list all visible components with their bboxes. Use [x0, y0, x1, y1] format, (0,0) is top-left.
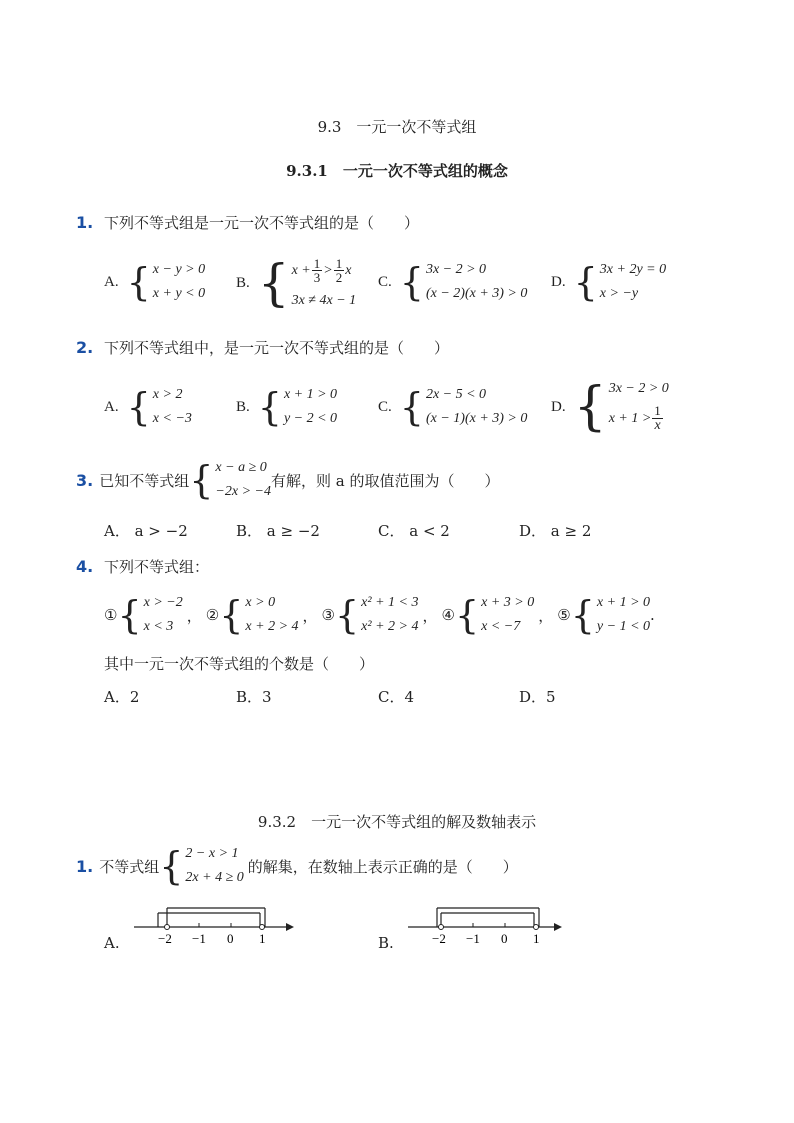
inequality: 2x − 5 < 0	[425, 387, 487, 402]
separator: ，	[538, 606, 554, 625]
separator: ，	[422, 606, 438, 625]
question-text: 下列不等式组：	[104, 558, 210, 576]
question-number: 4.	[76, 557, 94, 576]
question-2	[76, 337, 449, 358]
circled-number: ⑤	[557, 606, 571, 624]
question-4	[76, 556, 209, 577]
question-5: 1. 不等式组 { 2 − x > 1 2x + 4 ≥ 0 的解集，在数轴上表示正确的是（ ）	[76, 844, 518, 888]
question-1	[76, 212, 419, 233]
inequality: x < −3	[152, 411, 192, 426]
section-title: 9.3 一元一次不等式组	[317, 118, 477, 136]
option-label: A.	[104, 273, 119, 290]
inequality: y − 2 < 0	[283, 411, 338, 426]
question-number: 1.	[76, 213, 94, 232]
inequality: x − y > 0	[152, 262, 206, 277]
inequality: x − a ≥ 0	[215, 460, 267, 475]
inequality: 3x − 2 > 0	[425, 262, 487, 277]
number-line-b	[402, 900, 572, 954]
option-a: A. { x > 2 x < −3	[104, 385, 192, 429]
separator: ，	[186, 606, 202, 625]
inequality: x + 1 > 0	[283, 387, 338, 402]
period: .	[650, 606, 655, 624]
option-b	[378, 934, 394, 952]
option-d: D．5	[519, 688, 556, 706]
question-text: 有解，则 a 的取值范围为（ ）	[270, 471, 500, 490]
option-label: C.	[378, 398, 392, 415]
option-d: D. { 3x + 2y = 0 x > −y	[551, 260, 667, 304]
endpoint-open	[534, 925, 539, 930]
option-label: B.	[378, 934, 394, 952]
option-c: C． a < 2	[378, 522, 450, 540]
inequality: x + 1 > 0	[596, 595, 651, 610]
subsection-title: 9.3.2 一元一次不等式组的解及数轴表示	[257, 813, 537, 831]
inequality: 3x + 2y = 0	[599, 262, 667, 277]
inequality: x + 1 > $\frac{1}{x}$	[608, 403, 661, 434]
option-label: B.	[236, 398, 250, 415]
arrow-icon	[286, 923, 294, 931]
inequality: 2x + 4 ≥ 0	[185, 870, 244, 885]
inequality: x > 2	[152, 387, 183, 402]
separator: ，	[302, 606, 318, 625]
option-label: A.	[104, 398, 119, 415]
option-b: B. { x + $\frac{1}{3}$ > $\frac{1}{2}$ x 3x ≠ 4x − 1	[236, 254, 357, 312]
inequality: x > −y	[599, 286, 639, 301]
option-a: A． a > −2	[104, 522, 188, 540]
inequality: x² + 1 < 3	[361, 595, 419, 610]
question-3: 3. 已知不等式组 { x − a ≥ 0 −2x > −4 有解，则 a 的取值范围为（ ）	[76, 458, 500, 502]
inequality: x² + 2 > 4	[361, 619, 419, 634]
inequality: 3x ≠ 4x − 1	[291, 293, 357, 308]
subsection-title: 9.3.1 一元一次不等式组的概念	[286, 162, 508, 180]
circled-number: ①	[104, 606, 118, 624]
tick-label: 1	[259, 931, 266, 946]
inequality: (x − 2)(x + 3) > 0	[425, 286, 528, 301]
option-a	[104, 934, 120, 952]
option-d: D. { 3x − 2 > 0 x + 1 > $\frac{1}{x}$	[551, 377, 669, 437]
option-a: A. { x − y > 0 x + y < 0	[104, 260, 206, 304]
option-label: C.	[378, 273, 392, 290]
endpoint-open	[439, 925, 444, 930]
question-text: 的解集，在数轴上表示正确的是（ ）	[247, 857, 518, 876]
tick-label: 0	[227, 931, 234, 946]
option-c: C. { 3x − 2 > 0 (x − 2)(x + 3) > 0	[378, 260, 528, 304]
option-b: B. { x + 1 > 0 y − 2 < 0	[236, 385, 338, 429]
circled-number: ②	[205, 606, 220, 624]
option-a: A．2	[104, 688, 140, 706]
question-text: 不等式组	[99, 857, 160, 876]
question-text: 其中一元一次不等式组的个数是（ ）	[104, 655, 375, 673]
option-b: B． a ≥ −2	[236, 522, 320, 540]
question-number: 1.	[76, 856, 94, 876]
inequality: x < 3	[143, 619, 174, 634]
tick-label: −2	[158, 931, 172, 946]
circled-number: ③	[321, 606, 335, 624]
tick-label: −1	[466, 931, 480, 946]
inequality: y − 1 < 0	[596, 619, 651, 634]
option-b: B．3	[236, 688, 272, 706]
inequality: x + y < 0	[152, 286, 206, 301]
option-d: D． a ≥ 2	[519, 522, 592, 540]
tick-label: 1	[533, 931, 540, 946]
tick-label: 0	[501, 931, 508, 946]
tick-label: −2	[432, 931, 446, 946]
tick-label: −1	[192, 931, 206, 946]
inequality: x > −2	[143, 595, 183, 610]
inequality: x > 0	[245, 595, 276, 610]
inequality: x + $\frac{1}{3}$ > $\frac{1}{2}$ x	[291, 255, 352, 286]
question-number: 3.	[76, 470, 94, 490]
option-c: C．4	[378, 688, 415, 706]
option-c: C. { 2x − 5 < 0 (x − 1)(x + 3) > 0	[378, 385, 528, 429]
option-label: D.	[551, 398, 566, 415]
inequality: (x − 1)(x + 3) > 0	[425, 411, 528, 426]
inequality: x < −7	[481, 619, 521, 634]
circled-number: ④	[441, 606, 455, 624]
option-label: D.	[551, 273, 566, 290]
inequality: 3x − 2 > 0	[608, 381, 669, 396]
question-text: 下列不等式组中，是一元一次不等式组的是（ ）	[104, 339, 450, 357]
option-label: A.	[104, 934, 120, 952]
inequality: x + 2 > 4	[245, 619, 299, 634]
system-list: ① { x > −2 x < 3 ， ② { x > 0 x + 2 > 4 ， ③ { x² + 1 < 3 x² + 2 > 4 ， ④ { x + 3 > 0 x < −7 ， ⑤ { x + 1 > 0 y − 1 < 0 .	[104, 593, 655, 637]
inequality: x + 3 > 0	[481, 595, 535, 610]
arrow-icon	[554, 923, 562, 931]
question-text: 下列不等式组是一元一次不等式组的是（ ）	[104, 214, 420, 232]
endpoint-open	[165, 925, 170, 930]
inequality: −2x > −4	[215, 484, 271, 499]
question-text: 已知不等式组	[99, 471, 190, 490]
option-label: B.	[236, 274, 250, 291]
question-number: 2.	[76, 338, 94, 357]
number-line-a	[128, 900, 298, 954]
inequality: 2 − x > 1	[185, 846, 239, 861]
endpoint-open	[260, 925, 265, 930]
